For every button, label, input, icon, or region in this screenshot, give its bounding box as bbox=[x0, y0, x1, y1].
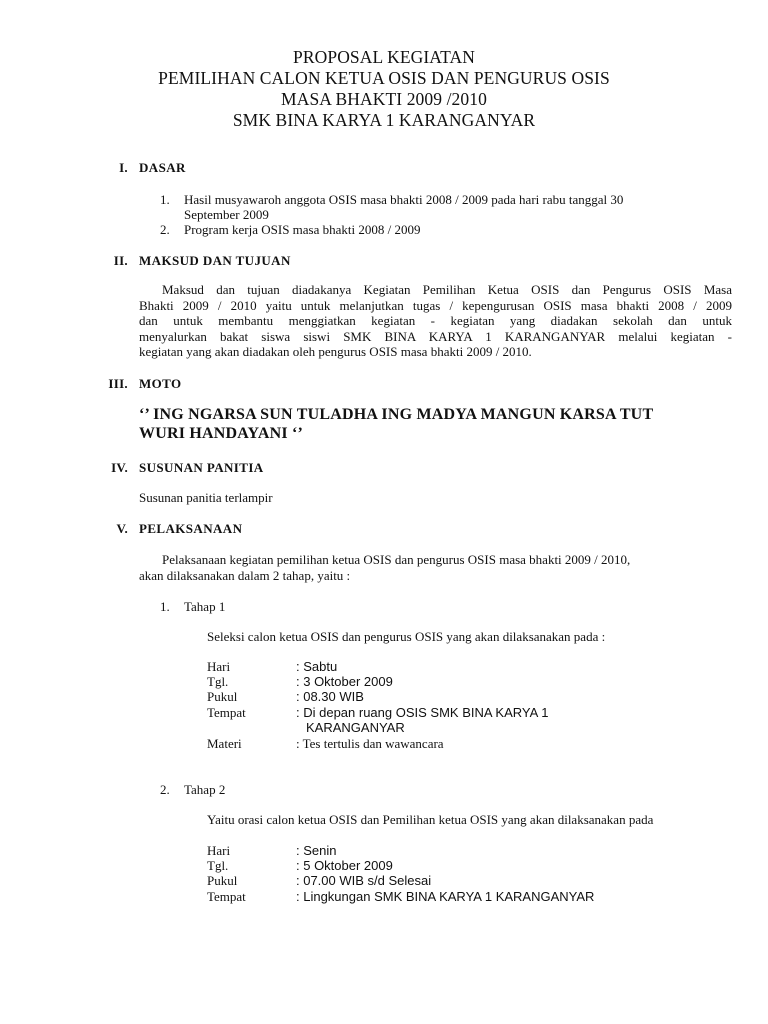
doc-title-line-2: PEMILIHAN CALON KETUA OSIS DAN PENGURUS OSIS bbox=[158, 68, 610, 88]
dasar-item-1-line-1: Hasil musyawaroh anggota OSIS masa bhakti 2008 / 2009 pada hari rabu tanggal 30 bbox=[184, 192, 624, 207]
tahap-2-pukul-value: : 07.00 WIB s/d Selesai bbox=[296, 873, 432, 888]
tahap-1-tempat-label: Tempat bbox=[207, 705, 246, 720]
section-heading-pelaksanaan: PELAKSANAAN bbox=[139, 521, 243, 536]
section-number-dasar: I. bbox=[119, 160, 128, 175]
tahap-1-materi-value: : Tes tertulis dan wawancara bbox=[296, 736, 444, 751]
dasar-item-2-line-1: Program kerja OSIS masa bhakti 2008 / 2009 bbox=[184, 222, 421, 237]
susunan-text: Susunan panitia terlampir bbox=[139, 490, 273, 505]
pelaksanaan-intro-line-1: Pelaksanaan kegiatan pemilihan ketua OSIS dan pengurus OSIS masa bhakti 2009 / 2010, bbox=[162, 552, 631, 567]
dasar-item-1-line-2: September 2009 bbox=[184, 207, 269, 222]
tahap-2-tempat-label: Tempat bbox=[207, 889, 246, 904]
dasar-item-2-number: 2. bbox=[160, 222, 170, 237]
tahap-1-pukul-value: : 08.30 WIB bbox=[296, 689, 364, 704]
tahap-1-label: Tahap 1 bbox=[184, 599, 226, 614]
tahap-1-hari-value: : Sabtu bbox=[296, 659, 338, 674]
maksud-paragraph bbox=[139, 282, 732, 360]
tahap-1-materi-label: Materi bbox=[207, 736, 242, 751]
maksud-line-3: dan untuk membantu menggiatkan kegiatan - kegiatan yang diadakan sekolah dan untuk bbox=[139, 313, 732, 329]
tahap-1-hari-label: Hari bbox=[207, 659, 231, 674]
section-heading-moto: MOTO bbox=[139, 376, 182, 391]
section-number-susunan: IV. bbox=[111, 460, 128, 475]
maksud-line-4: menyalurkan bakat siswa siswi SMK BINA KARYA 1 KARANGANYAR melalui kegiatan - bbox=[139, 328, 732, 344]
maksud-line-1: Maksud dan tujuan diadakanya Kegiatan Pemilihan Ketua OSIS dan Pengurus OSIS Masa bbox=[162, 282, 732, 297]
maksud-line-2: Bhakti 2009 / 2010 yaitu untuk melanjutkan tugas / kepengurusan OSIS masa bhakti 2008 / 2009 bbox=[139, 297, 732, 313]
tahap-1-tgl-label: Tgl. bbox=[207, 674, 229, 689]
dasar-item-1-number: 1. bbox=[160, 192, 170, 207]
tahap-2-label: Tahap 2 bbox=[184, 782, 226, 797]
section-number-pelaksanaan: V. bbox=[116, 521, 128, 536]
section-heading-maksud: MAKSUD DAN TUJUAN bbox=[139, 253, 291, 268]
tahap-2-tgl-value: : 5 Oktober 2009 bbox=[296, 858, 393, 873]
doc-title-line-4: SMK BINA KARYA 1 KARANGANYAR bbox=[232, 110, 536, 130]
moto-line-2: WURI HANDAYANI ‘’ bbox=[139, 425, 304, 442]
tahap-1-pukul-label: Pukul bbox=[207, 689, 238, 704]
tahap-2-pukul-label: Pukul bbox=[207, 873, 238, 888]
section-number-moto: III. bbox=[108, 376, 128, 391]
tahap-1-number: 1. bbox=[160, 599, 170, 614]
tahap-1-tempat-value-line-2: KARANGANYAR bbox=[306, 720, 405, 735]
tahap-2-tempat-value: : Lingkungan SMK BINA KARYA 1 KARANGANYAR bbox=[296, 889, 595, 904]
section-number-maksud: II. bbox=[113, 253, 128, 268]
tahap-1-tempat-value: : Di depan ruang OSIS SMK BINA KARYA 1 bbox=[296, 705, 549, 720]
maksud-line-5: kegiatan yang akan diadakan oleh pengurus OSIS masa bhakti 2009 / 2010. bbox=[139, 344, 532, 360]
tahap-2-number: 2. bbox=[160, 782, 170, 797]
section-heading-dasar: DASAR bbox=[139, 160, 186, 175]
tahap-2-description: Yaitu orasi calon ketua OSIS dan Pemilihan ketua OSIS yang akan dilaksanakan pada bbox=[207, 812, 654, 827]
section-heading-susunan: SUSUNAN PANITIA bbox=[139, 460, 264, 475]
tahap-1-description: Seleksi calon ketua OSIS dan pengurus OSIS yang akan dilaksanakan pada : bbox=[207, 629, 606, 644]
tahap-1-tgl-value: : 3 Oktober 2009 bbox=[296, 674, 393, 689]
tahap-2-tgl-label: Tgl. bbox=[207, 858, 229, 873]
doc-title-line-3: MASA BHAKTI 2009 /2010 bbox=[281, 89, 487, 109]
moto-line-1: ‘’ ING NGARSA SUN TULADHA ING MADYA MANGUN KARSA TUT bbox=[139, 406, 654, 423]
pelaksanaan-intro-line-2: akan dilaksanakan dalam 2 tahap, yaitu : bbox=[139, 568, 351, 583]
tahap-2-hari-value: : Senin bbox=[296, 843, 337, 858]
tahap-2-hari-label: Hari bbox=[207, 843, 231, 858]
doc-title-line-1: PROPOSAL KEGIATAN bbox=[293, 47, 475, 67]
